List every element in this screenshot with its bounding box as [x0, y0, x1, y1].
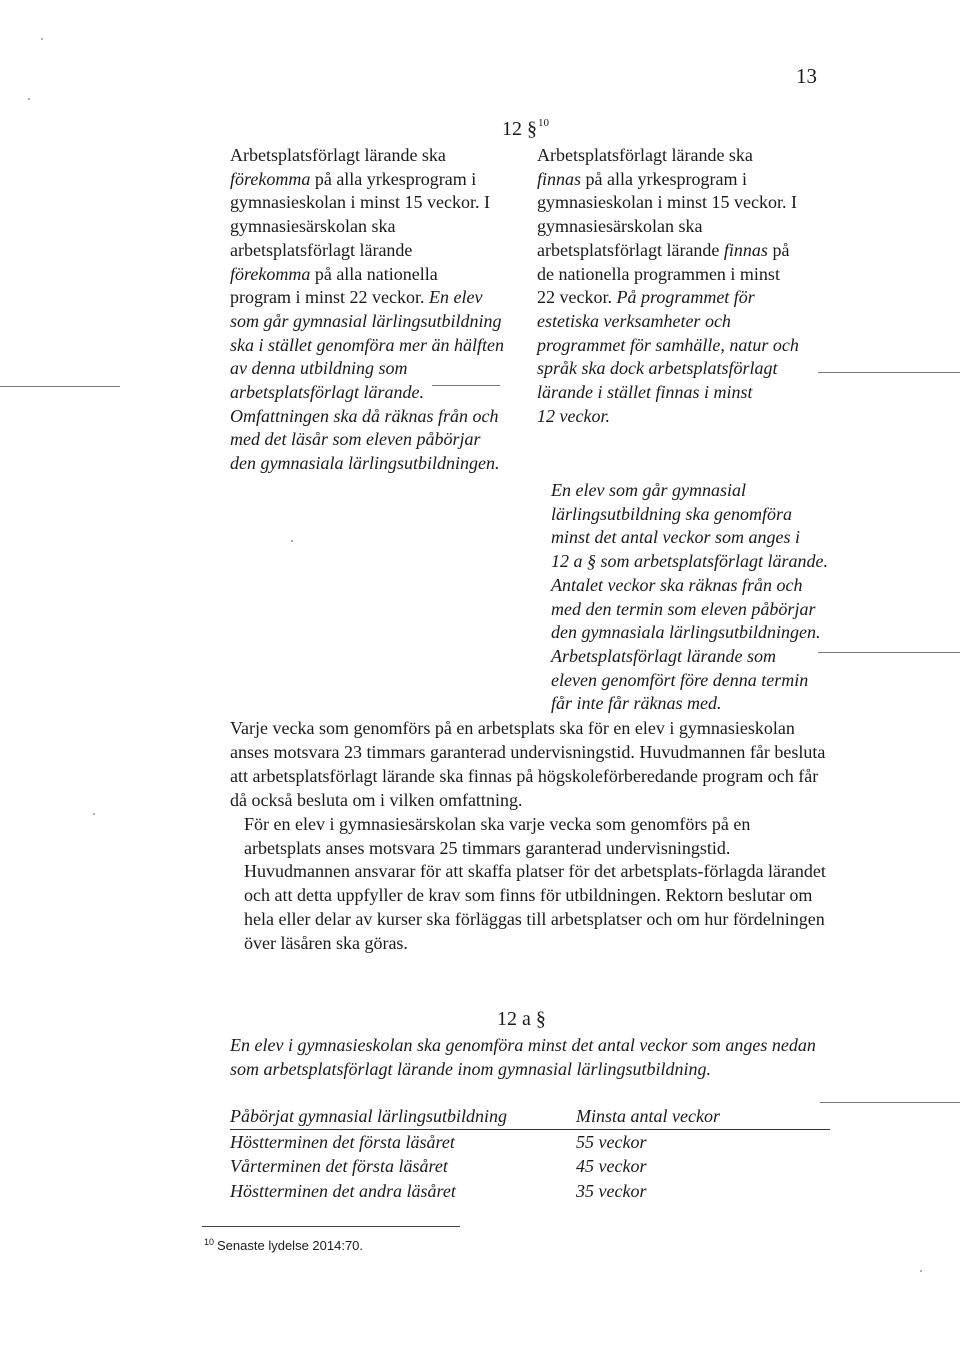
table-row [230, 1129, 830, 1154]
text-line: 12 a § som arbetsplatsförlagt lärande. [551, 551, 829, 572]
section-number: 12 [502, 118, 522, 140]
body-paragraph: För en elev i gymnasiesärskolan ska varje vecka som genomförs på en arbetsplats anses motsvara 25 timmars garanterad undervisningstid. [244, 813, 751, 858]
table-header-cell: Påbörjat gymnasial lärlingsutbildning [230, 1104, 576, 1129]
scan-artifact-line [818, 652, 960, 653]
scan-artifact-line [0, 386, 120, 387]
section-number: 12 a [497, 1008, 531, 1030]
text-line: 22 veckor. På programmet för [537, 287, 755, 308]
text-line: gymnasieskolan i minst 15 veckor. I [230, 192, 490, 213]
scan-artifact-line [820, 1102, 960, 1103]
text-line: som går gymnasial lärlingsutbildning [230, 310, 502, 331]
weeks-table [230, 1104, 830, 1203]
text-line: minst det antal veckor som anges i [551, 527, 800, 548]
text-line: med den termin som eleven påbörjar [551, 598, 816, 619]
text-line: de nationella programmen i minst [537, 263, 780, 284]
text-line: förekomma på alla nationella [230, 263, 438, 284]
scan-artifact-line [432, 385, 500, 386]
current-wording-column [230, 144, 530, 476]
scan-speck [920, 1270, 922, 1272]
footnote-ref: 10 [538, 117, 549, 129]
text-line: En elev som går gymnasial [551, 480, 746, 500]
footnote [204, 1237, 363, 1253]
page-number: 13 [796, 64, 817, 88]
table-header-row [230, 1104, 830, 1129]
text-line: programmet för samhälle, natur och [537, 334, 799, 355]
scan-speck [93, 813, 95, 815]
text-line: arbetsplatsförlagt lärande [230, 239, 413, 260]
proposed-wording-column [537, 144, 847, 428]
body-paragraph: Varje vecka som genomförs på en arbetsplats ska för en elev i gymnasieskolan anses motsvara 23 timmars garanterad undervisningstid. Huvudmannen får besluta att arbetsplatsförlagt lärande ska finnas på högskoleförberedande program och får då också besluta om i vilken omfattning. [230, 718, 826, 810]
text-line: ska i stället genomföra mer än hälften [230, 334, 504, 355]
text-line: den gymnasiala lärlingsutbildningen. [551, 622, 821, 643]
table-cell: 45 veckor [576, 1156, 647, 1176]
text-line: Antalet veckor ska räknas från och [551, 574, 803, 595]
table-cell: 35 veckor [576, 1180, 647, 1201]
text-line: gymnasiesärskolan ska [537, 216, 703, 237]
text-line: program i minst 22 veckor. En elev [230, 287, 483, 308]
body-paragraph: Huvudmannen ansvarar för att skaffa platser för det arbetsplats-förlagda lärandet och att detta uppfyller de krav som finns för utbildningen. Rektorn beslutar om hela eller delar av kurser ska förläggas till arbetsplatser och om hur fördelningen över läsåren ska göras. [244, 861, 826, 954]
section-symbol: § [527, 118, 537, 140]
text-line: estetiska verksamheter och [537, 310, 731, 331]
text-line: gymnasiesärskolan ska [230, 216, 396, 237]
footnote-rule [202, 1226, 460, 1227]
table-row [230, 1179, 830, 1204]
text-line: lärlingsutbildning ska genomföra [551, 503, 793, 524]
scan-speck [41, 38, 43, 40]
text-line: får inte får räknas med. [551, 693, 722, 714]
table-row [230, 1154, 830, 1179]
text-line: gymnasieskolan i minst 15 veckor. I [537, 192, 797, 213]
text-line: den gymnasiala lärlingsutbildningen. [230, 453, 500, 474]
section-12a-text: En elev i gymnasieskolan ska genomföra minst det antal veckor som anges nedan som arbetsplatsförlagt lärande inom gymnasial lärlingsutbildning. [230, 1035, 816, 1079]
text-line: förekomma på alla yrkesprogram i [230, 168, 477, 189]
section-12a-heading [497, 1008, 546, 1031]
scan-speck [28, 98, 30, 100]
text-line: av denna utbildning som [230, 358, 408, 379]
text-line: finnas på alla yrkesprogram i [537, 168, 747, 189]
text-line: med det läsår som eleven påbörjar [230, 429, 481, 450]
text-line: lärande i stället finnas i minst [537, 382, 753, 403]
text-line: 12 veckor. [537, 405, 610, 426]
text-line: språk ska dock arbetsplatsförlagt [537, 358, 778, 379]
footnote-text: Senaste lydelse 2014:70. [217, 1238, 364, 1253]
text-line: Arbetsplatsförlagt lärande ska [537, 145, 753, 165]
scan-speck [291, 540, 293, 542]
footnote-number: 10 [204, 1237, 215, 1247]
text-line: arbetsplatsförlagt lärande. [230, 382, 425, 403]
table-cell: Höstterminen det första läsåret [230, 1131, 455, 1152]
body-text [230, 717, 830, 956]
section-12-heading [502, 117, 549, 141]
text-line: arbetsplatsförlagt lärande finnas på [537, 239, 790, 260]
text-line: Omfattningen ska då räknas från och [230, 405, 499, 426]
table-cell: Vårterminen det första läsåret [230, 1156, 448, 1176]
text-line: eleven genomfört före denna termin [551, 669, 809, 690]
table-cell: Höstterminen det andra läsåret [230, 1180, 456, 1201]
text-line: Arbetsplatsförlagt lärande som [551, 645, 777, 666]
text-line: Arbetsplatsförlagt lärande ska [230, 145, 446, 165]
table-header-cell: Minsta antal veckor [576, 1104, 830, 1129]
section-symbol: § [535, 1008, 546, 1030]
table-cell: 55 veckor [576, 1131, 647, 1152]
scan-artifact-line [818, 372, 960, 373]
proposed-wording-paragraph-2 [551, 479, 851, 716]
